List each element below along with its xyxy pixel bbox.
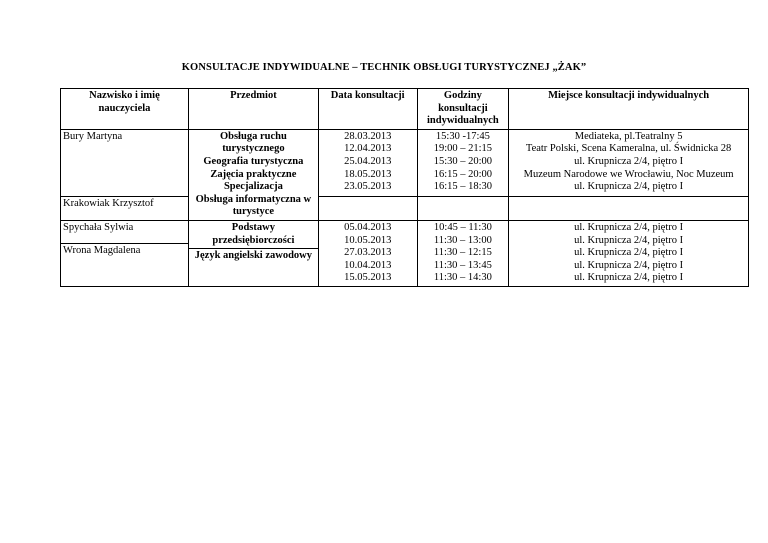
subject-item: Podstawy przedsiębiorczości xyxy=(189,221,318,249)
place-item: ul. Krupnicza 2/4, piętro I xyxy=(574,234,684,246)
header-consultation-hours: Godziny konsultacji indywidualnych xyxy=(417,89,509,130)
date-item: 12.04.2013 xyxy=(344,143,392,155)
hours-item: 11:30 – 14:30 xyxy=(433,272,492,284)
place-item: ul. Krupnicza 2/4, piętro I xyxy=(574,259,684,271)
hours-item: 11:30 – 12:15 xyxy=(433,247,492,259)
subject-item: Język angielski zawodowy xyxy=(194,250,313,262)
date-item: 15.05.2013 xyxy=(344,272,392,284)
hours-item: 19:00 – 21:15 xyxy=(433,143,493,155)
teacher-name-cell: Krakowiak Krzysztof xyxy=(61,196,189,220)
teacher-name-cell: Bury Martyna xyxy=(61,129,189,196)
subject-item: Geografia turystyczna xyxy=(203,155,304,167)
hours-item: 11:30 – 13:00 xyxy=(433,234,492,246)
teacher-name-cell: Wrona Magdalena xyxy=(63,244,141,256)
header-consultation-date: Data konsultacji xyxy=(318,89,417,130)
place-item: ul. Krupnicza 2/4, piętro I xyxy=(574,272,684,284)
empty-cell xyxy=(509,196,749,220)
table-row xyxy=(61,220,749,286)
places-cell xyxy=(509,129,749,196)
hours-item: 15:30 -17:45 xyxy=(435,130,490,142)
date-item: 10.05.2013 xyxy=(344,234,392,246)
hours-item: 16:15 – 18:30 xyxy=(433,181,493,193)
date-item: 23.05.2013 xyxy=(344,181,392,193)
document-title: KONSULTACJE INDYWIDUALNE – TECHNIK OBSŁUGI TURYSTYCZNEJ „ŻAK” xyxy=(181,62,587,73)
hours-cell xyxy=(417,129,509,196)
table-row xyxy=(61,196,749,220)
place-item: ul. Krupnicza 2/4, piętro I xyxy=(574,155,684,167)
date-item: 18.05.2013 xyxy=(344,168,392,180)
consultations-table xyxy=(60,88,749,287)
date-item: 25.04.2013 xyxy=(344,155,392,167)
hours-item: 15:30 – 20:00 xyxy=(433,155,493,167)
place-item: ul. Krupnicza 2/4, piętro I xyxy=(574,247,684,259)
subject-item: Obsługa ruchu turystycznego xyxy=(219,130,287,155)
header-consultation-place: Miejsce konsultacji indywidualnych xyxy=(509,89,749,130)
dates-cell xyxy=(318,220,417,286)
date-item: 27.03.2013 xyxy=(344,247,392,259)
teachers-block-cell xyxy=(61,220,189,286)
hours-cell xyxy=(417,220,509,286)
subject-item: Obsługa informatyczna w turystyce xyxy=(195,193,312,218)
subjects-cell xyxy=(188,220,318,286)
places-cell xyxy=(509,220,749,286)
date-item: 10.04.2013 xyxy=(344,259,392,271)
teacher-name-cell: Spychała Sylwia xyxy=(61,221,188,244)
dates-cell xyxy=(318,129,417,196)
hours-item: 16:15 – 20:00 xyxy=(433,168,493,180)
empty-cell xyxy=(417,196,509,220)
subjects-cell xyxy=(188,129,318,220)
subject-item: Specjalizacja xyxy=(223,181,283,193)
place-item: ul. Krupnicza 2/4, piętro I xyxy=(574,181,684,193)
header-teacher-name: Nazwisko i imię nauczyciela xyxy=(61,89,189,130)
place-item: Teatr Polski, Scena Kameralna, ul. Świdnicka 28 xyxy=(525,143,732,155)
place-item: Mediateka, pl.Teatralny 5 xyxy=(574,130,683,142)
table-header-row xyxy=(61,89,749,130)
hours-item: 11:30 – 13:45 xyxy=(433,259,492,271)
place-item: Muzeum Narodowe we Wrocławiu, Noc Muzeum xyxy=(523,168,734,180)
empty-cell xyxy=(318,196,417,220)
date-item: 05.04.2013 xyxy=(344,221,392,233)
place-item: ul. Krupnicza 2/4, piętro I xyxy=(574,221,684,233)
hours-item: 10:45 – 11:30 xyxy=(433,221,492,233)
date-item: 28.03.2013 xyxy=(344,130,392,142)
header-subject: Przedmiot xyxy=(188,89,318,130)
table-row xyxy=(61,129,749,196)
subject-item: Zajęcia praktyczne xyxy=(210,168,297,180)
